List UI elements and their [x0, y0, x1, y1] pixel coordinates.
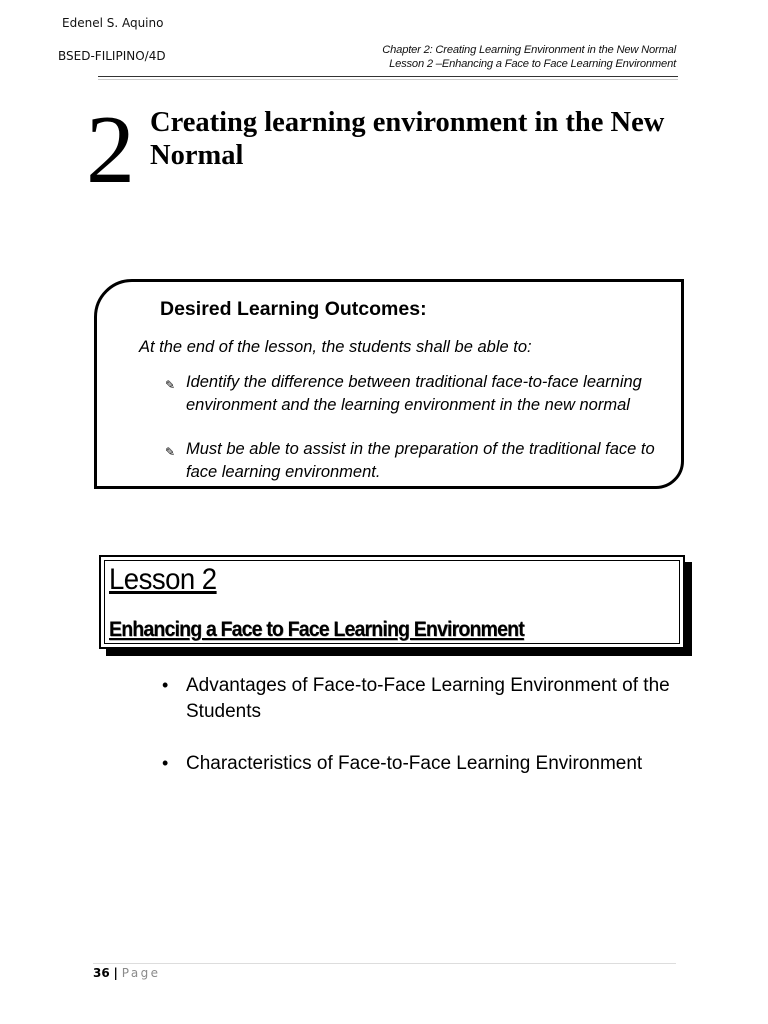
chapter-title: Creating learning environment in the New Normal: [150, 107, 665, 171]
lesson-title: Enhancing a Face to Face Learning Environment: [109, 618, 524, 641]
pencil-bullet-icon: ✎: [165, 378, 176, 392]
author-name: Edenel S. Aquino: [62, 16, 164, 30]
page-word: Page: [121, 966, 161, 980]
outcomes-intro: At the end of the lesson, the students shall be able to:: [139, 338, 532, 356]
header-rule-shadow: [98, 79, 678, 80]
header-rule: [98, 76, 678, 77]
topic-item: [162, 673, 682, 724]
bullet-icon: •: [162, 753, 169, 773]
page-footer: [93, 966, 160, 980]
header-chapter-line: Chapter 2: Creating Learning Environment in the New Normal: [382, 44, 676, 56]
course-section: BSED-FILIPINO/4D: [58, 49, 166, 63]
lesson-label: Lesson 2: [109, 563, 217, 596]
page-number: 36: [93, 966, 110, 980]
outcome-text: Identify the difference between traditional face-to-face learning environment and the learning environment in the new normal: [186, 373, 642, 414]
topic-text: Advantages of Face-to-Face Learning Environment of the Students: [186, 675, 670, 722]
pencil-bullet-icon: ✎: [165, 445, 176, 459]
footer-rule: [93, 963, 676, 964]
chapter-number: 2: [86, 96, 135, 204]
outcome-item: [165, 371, 655, 416]
outcome-item: [165, 438, 655, 483]
topic-item: [162, 751, 682, 777]
outcomes-title: Desired Learning Outcomes:: [160, 298, 427, 320]
outcome-text: Must be able to assist in the preparation of the traditional face to face learning environment.: [186, 440, 655, 481]
header-lesson-line: Lesson 2 –Enhancing a Face to Face Learning Environment: [389, 58, 676, 70]
topic-text: Characteristics of Face-to-Face Learning Environment: [186, 753, 643, 774]
bullet-icon: •: [162, 675, 169, 695]
page-separator: |: [113, 966, 118, 980]
